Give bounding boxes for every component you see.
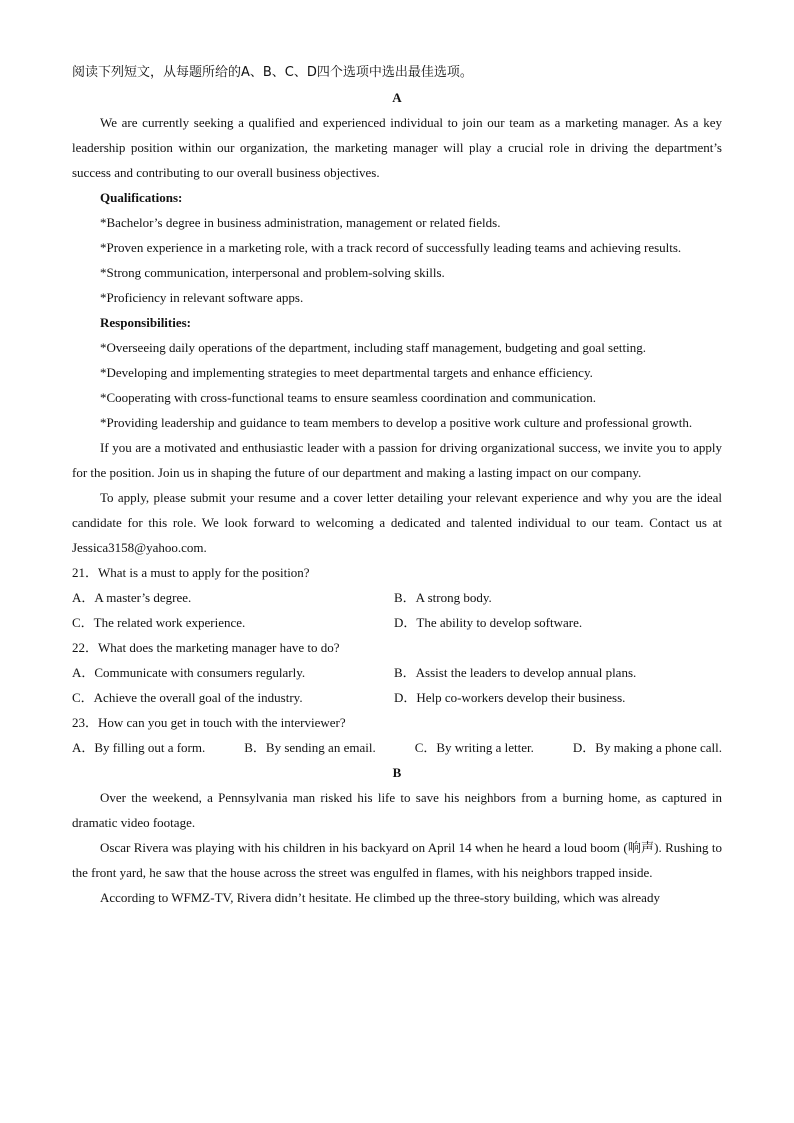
option-c: C．The related work experience. — [72, 615, 246, 630]
qualification-item: *Bachelor’s degree in business administration, management or related fields. — [100, 215, 501, 230]
option-a: A．By filling out a form. — [72, 740, 206, 755]
qualifications-heading: Qualifications: — [100, 190, 183, 205]
option-d: D．Help co-workers develop their business. — [394, 690, 626, 705]
responsibility-item: *Providing leadership and guidance to team members to develop a positive work culture and professional growth. — [100, 415, 693, 430]
question-options — [72, 735, 722, 760]
option-d: D．By making a phone call. — [572, 740, 722, 755]
passage-a-label: A — [392, 90, 402, 105]
question-options — [72, 585, 722, 610]
option-c: C．Achieve the overall goal of the industry. — [72, 690, 303, 705]
option-a: A．A master’s degree. — [72, 590, 192, 605]
passage-a-intro: We are currently seeking a qualified and experienced individual to join our team as a marketing manager. As a key leadership position within our organization, the marketing manager will play a crucial role in driving the department’s success and contributing to our overall business objectives. — [72, 115, 722, 180]
question-stem: 21．What is a must to apply for the position? — [72, 565, 310, 580]
responsibility-item: *Overseeing daily operations of the department, including staff management, budgeting and goal setting. — [100, 340, 646, 355]
passage-a-apply: To apply, please submit your resume and a cover letter detailing your relevant experience and why you are the ideal candidate for this role. We look forward to welcoming a dedicated and talented individual to our team. Contact us at Jessica3158@yahoo.com. — [72, 490, 722, 555]
option-b: B．Assist the leaders to develop annual plans. — [394, 665, 637, 680]
responsibility-item: *Developing and implementing strategies to meet departmental targets and enhance efficiency. — [100, 365, 593, 380]
question-stem: 22．What does the marketing manager have to do? — [72, 640, 340, 655]
passage-b-paragraph: Over the weekend, a Pennsylvania man risked his life to save his neighbors from a burning home, as captured in dramatic video footage. — [72, 790, 722, 830]
question-stem: 23．How can you get in touch with the interviewer? — [72, 715, 346, 730]
passage-b-paragraph: According to WFMZ-TV, Rivera didn’t hesitate. He climbed up the three-story building, which was already — [100, 890, 660, 905]
option-d: D．The ability to develop software. — [394, 615, 583, 630]
question-options — [72, 610, 722, 635]
document-page — [72, 60, 722, 910]
option-a: A．Communicate with consumers regularly. — [72, 665, 306, 680]
qualification-item: *Strong communication, interpersonal and problem-solving skills. — [100, 265, 445, 280]
responsibilities-heading: Responsibilities: — [100, 315, 192, 330]
option-c: C．By writing a letter. — [414, 740, 534, 755]
qualification-item: *Proven experience in a marketing role, with a track record of successfully leading teams and achieving results. — [100, 240, 682, 255]
passage-b-label: B — [392, 765, 402, 780]
question-options — [72, 685, 722, 710]
option-b: B．A strong body. — [394, 590, 492, 605]
question-options — [72, 660, 722, 685]
option-b: B．By sending an email. — [244, 740, 376, 755]
passage-a-invite: If you are a motivated and enthusiastic leader with a passion for driving organizational success, we invite you to apply for the position. Join us in shaping the future of our department and making a lasting impact on our company. — [72, 440, 722, 480]
responsibility-item: *Cooperating with cross-functional teams to ensure seamless coordination and communication. — [100, 390, 597, 405]
qualification-item: *Proficiency in relevant software apps. — [100, 290, 304, 305]
instruction: 阅读下列短文，从每题所给的A、B、C、D四个选项中选出最佳选项。 — [72, 65, 473, 80]
passage-b-paragraph: Oscar Rivera was playing with his children in his backyard on April 14 when he heard a loud boom (响声). Rushing to the front yard, he saw that the house across the street was engulfed in flames, with his neighbors trapped inside. — [72, 840, 722, 880]
